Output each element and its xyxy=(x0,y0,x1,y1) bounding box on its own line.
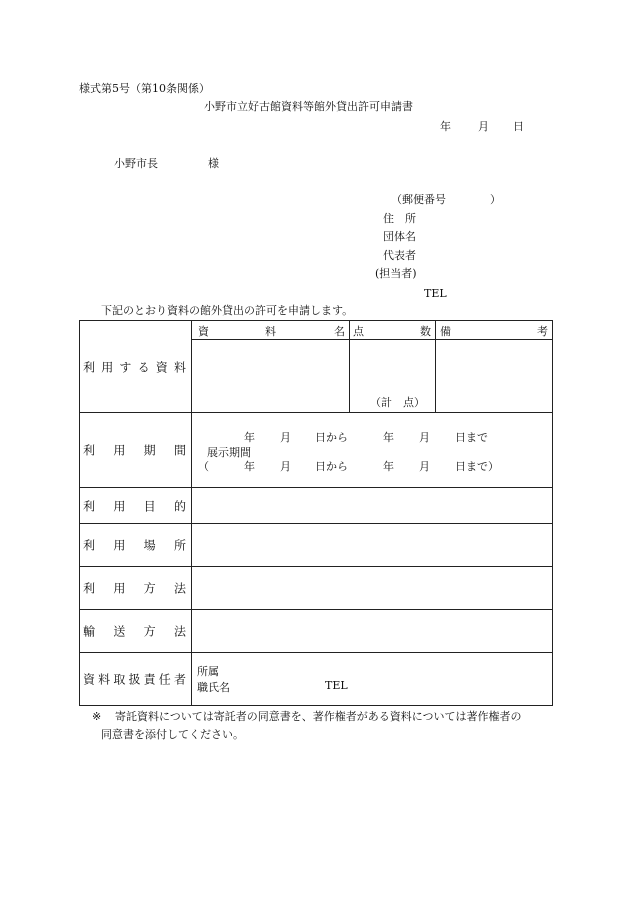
period-label: 利 用 期 間 xyxy=(83,443,186,458)
materials-label-cell xyxy=(80,321,192,413)
responsible-row xyxy=(80,653,553,706)
transport-input[interactable] xyxy=(192,610,553,653)
method-label: 利 用 方 法 xyxy=(83,581,186,596)
period-row xyxy=(80,413,553,488)
header-row xyxy=(80,321,553,340)
date-month: 月 xyxy=(478,120,489,133)
applicant-representative-label: 代表者 xyxy=(383,249,416,262)
responsible-tel-label: TEL xyxy=(325,679,348,692)
period-label-cell xyxy=(80,413,192,488)
responsible-input[interactable] xyxy=(192,653,553,706)
position-name-label: 職氏名 xyxy=(197,681,230,694)
period-input[interactable]: 年 月 日から 年 月 日まで 展示期間 （ 年 月 日から 年 月 日まで） xyxy=(192,413,553,488)
applicant-address-label: 住 所 xyxy=(383,212,416,225)
applicant-organization-label: 団体名 xyxy=(383,230,416,243)
transport-label-cell xyxy=(80,610,192,653)
count-header: 点 数 xyxy=(350,321,436,340)
responsible-label-cell xyxy=(80,653,192,706)
total-count-text: （計 点） xyxy=(370,396,425,409)
affiliation-label: 所属 xyxy=(197,665,219,678)
place-input[interactable] xyxy=(192,524,553,567)
remarks-input[interactable] xyxy=(436,340,553,413)
remarks-header: 備 考 xyxy=(436,321,553,340)
method-input[interactable] xyxy=(192,567,553,610)
intro-text: 下記のとおり資料の館外貸出の許可を申請します。 xyxy=(101,304,354,317)
applicant-tel-label: TEL xyxy=(424,287,447,300)
exhibit-period-label: 展示期間 xyxy=(207,446,251,459)
addressee-honorific: 様 xyxy=(208,157,219,170)
date-year: 年 xyxy=(440,120,451,133)
method-row xyxy=(80,567,553,610)
count-input[interactable] xyxy=(350,340,436,413)
place-label-cell xyxy=(80,524,192,567)
purpose-label: 利 用 目 的 xyxy=(83,499,186,513)
place-row xyxy=(80,524,553,567)
form-title: 小野市立好古館資料等館外貸出許可申請書 xyxy=(204,100,413,113)
purpose-label-cell xyxy=(80,488,192,524)
note-line-2: 同意書を添付してください。 xyxy=(101,728,244,741)
note-line-1: 寄託資料については寄託者の同意書を、著作権者がある資料については著作権者の xyxy=(115,710,522,723)
materials-name-input[interactable] xyxy=(192,340,350,413)
purpose-row xyxy=(80,488,553,524)
transport-label: 輸 送 方 法 xyxy=(83,624,186,639)
materials-name-header: 資 料 名 xyxy=(192,321,350,340)
applicant-postal: （郵便番号 ） xyxy=(391,193,501,206)
method-label-cell xyxy=(80,567,192,610)
application-table xyxy=(79,320,553,706)
responsible-label: 資 料 取 扱 責 任 者 xyxy=(83,672,186,687)
addressee-name: 小野市長 xyxy=(114,157,158,170)
purpose-input[interactable] xyxy=(192,488,553,524)
transport-row xyxy=(80,610,553,653)
form-number: 様式第5号（第10条関係） xyxy=(79,82,210,95)
date-day: 日 xyxy=(513,120,524,133)
materials-label: 利 用 す る 資 料 xyxy=(83,360,186,374)
place-label: 利 用 場 所 xyxy=(83,538,186,553)
note-mark: ※ xyxy=(92,710,102,723)
applicant-contact-label: (担当者) xyxy=(375,267,417,280)
